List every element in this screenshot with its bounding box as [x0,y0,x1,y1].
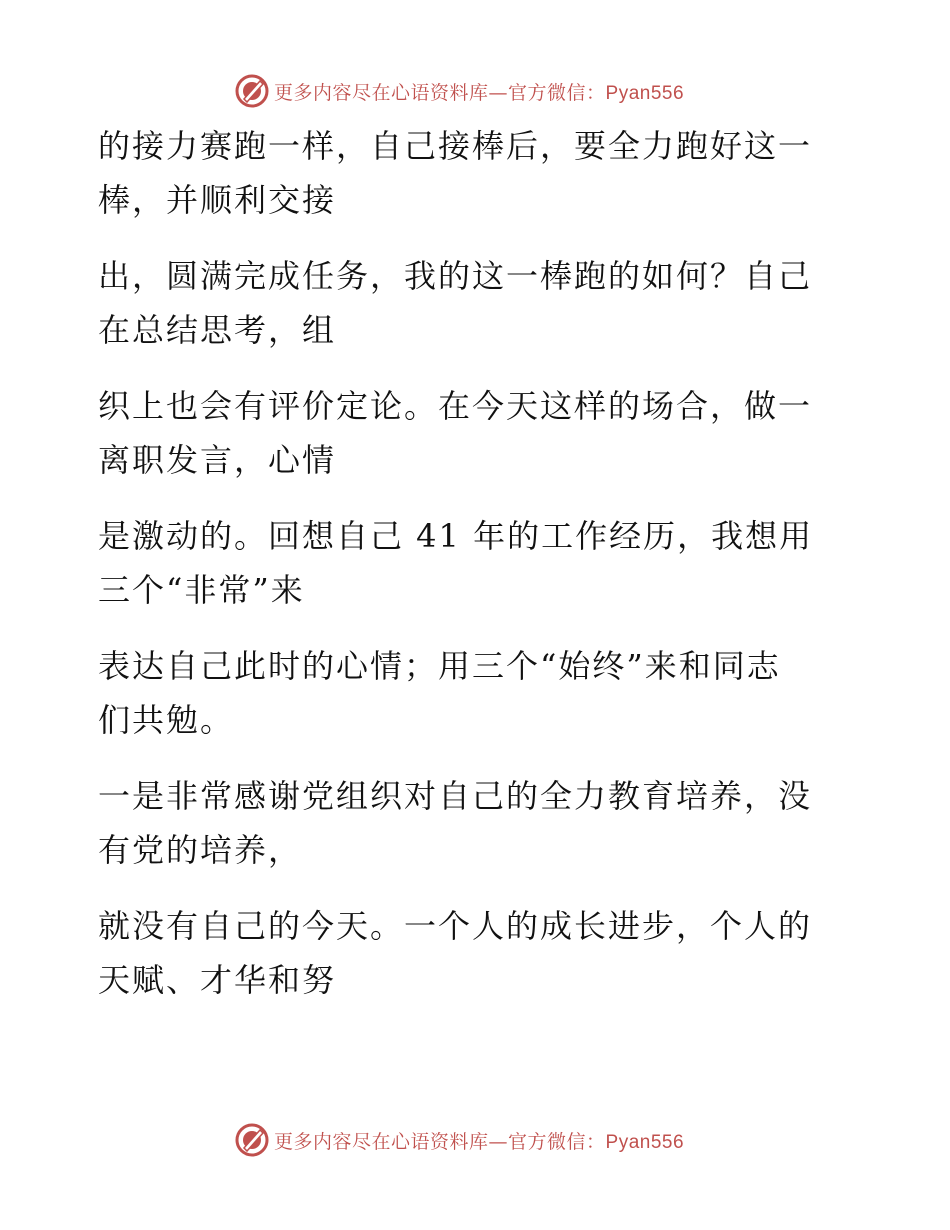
paragraph-line: 织上也会有评价定论。在今天这样的场合，做一 [98,387,813,425]
paragraph [98,254,838,349]
paragraph-line: 离职发言，心情 [98,441,337,479]
paragraph [98,384,838,479]
pen-seal-icon [234,73,270,109]
pen-seal-icon [234,1122,270,1158]
watermark-wechat-id: Pyan556 [605,1131,685,1153]
paragraph-line: 天赋、才华和努 [98,961,337,999]
paragraph [98,904,838,999]
paragraph-line: 是激动的。回想自己 41 年的工作经历，我想用 [98,517,814,555]
watermark-text: 更多内容尽在心语资料库—官方微信：Pyan556 [274,81,685,104]
document-body [98,124,838,999]
paragraph-line: 三个“非常”来 [98,571,305,609]
paragraph [98,644,838,739]
paragraph [98,124,838,219]
paragraph [98,514,838,609]
paragraph-line: 在总结思考，组 [98,311,337,349]
paragraph [98,774,838,869]
footer-watermark [234,1120,684,1160]
paragraph-line: 棒，并顺利交接 [98,181,337,219]
paragraph-line: 表达自己此时的心情；用三个“始终”来和同志 [98,647,781,685]
header-watermark [234,71,684,111]
watermark-wechat-id: Pyan556 [605,82,685,104]
watermark-text: 更多内容尽在心语资料库—官方微信：Pyan556 [274,1130,685,1153]
paragraph-line: 一是非常感谢党组织对自己的全力教育培养，没 [98,777,813,815]
paragraph-line: 的接力赛跑一样，自己接棒后，要全力跑好这一 [98,127,813,165]
paragraph-line: 有党的培养， [98,831,303,869]
paragraph-line: 们共勉。 [98,701,235,739]
paragraph-line: 出，圆满完成任务，我的这一棒跑的如何？自己 [98,257,813,295]
paragraph-line: 就没有自己的今天。一个人的成长进步，个人的 [98,907,813,945]
